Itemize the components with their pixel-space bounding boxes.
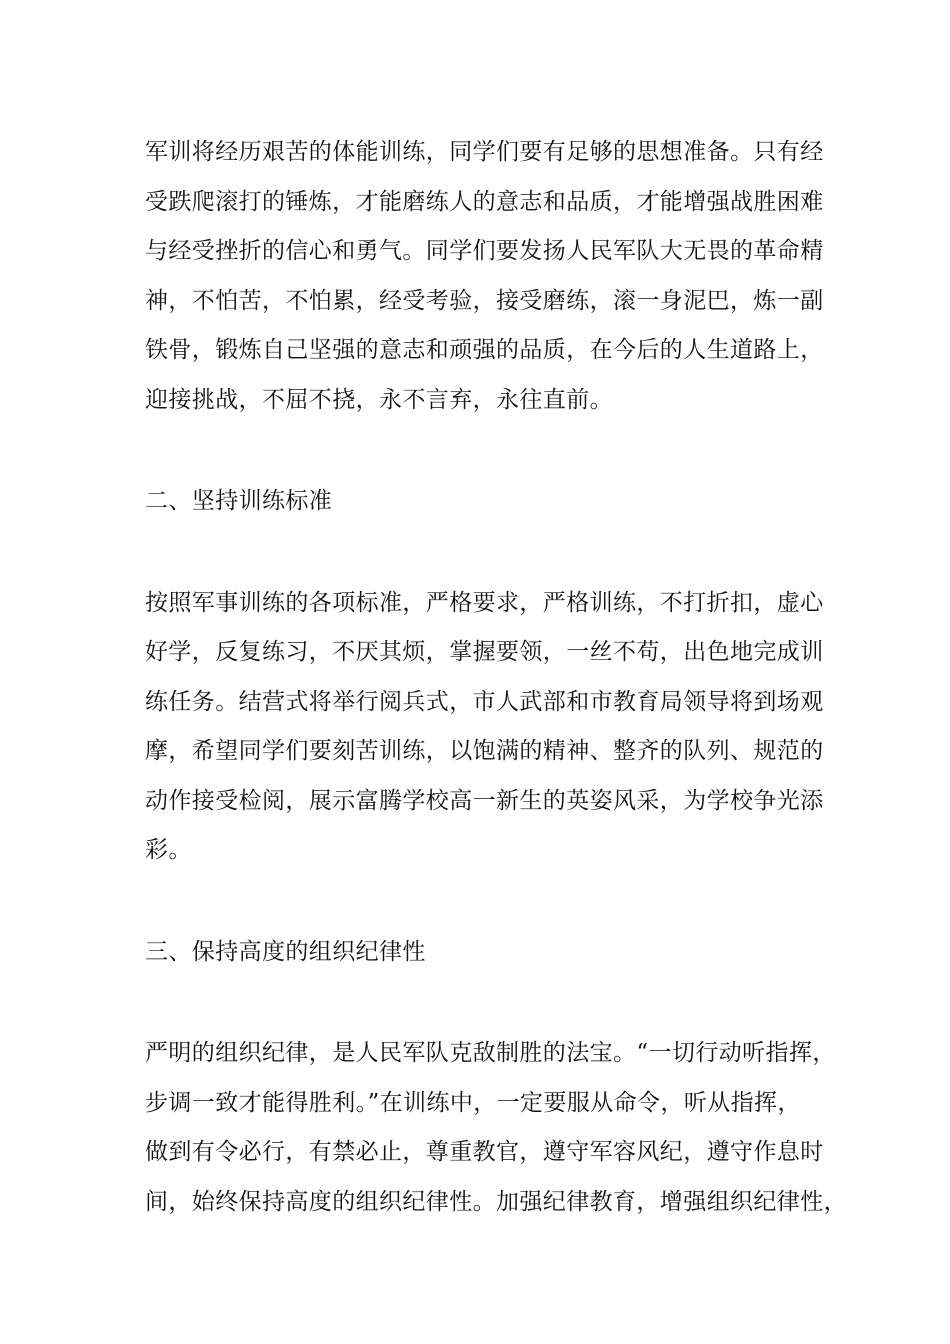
paragraph-line: 练任务。结营式将举行阅兵式，市人武部和市教育局领导将到场观 (145, 688, 824, 715)
paragraph-line: 好学，反复练习，不厌其烦，掌握要领，一丝不苟，出色地完成训 (145, 639, 824, 665)
paragraph-line: 摩，希望同学们要刻苦训练，以饱满的精神、整齐的队列、规范的 (145, 738, 824, 764)
paragraph-discipline (145, 1029, 847, 1227)
paragraph-gap (145, 876, 835, 928)
paragraph-line: 与经受挫折的信心和勇气。同学们要发扬人民军队大无畏的革命精 (145, 238, 824, 264)
paragraph-line: 受跌爬滚打的锤炼，才能磨练人的意志和品质，才能增强战胜困难 (145, 188, 824, 215)
paragraph-line: 步调一致才能得胜利。”在训练中，一定要服从命令，听从指挥， (145, 1089, 801, 1116)
section-heading-discipline: 三、保持高度的组织纪律性 (145, 938, 426, 965)
paragraph-line: 迎接挑战，不屈不挠，永不言弃，永往直前。 (145, 386, 613, 413)
paragraph-line: 军训将经历艰苦的体能训练，同学们要有足够的思想准备。只有经 (145, 139, 824, 165)
paragraph-training-standards (145, 579, 835, 876)
paragraph-line: 按照军事训练的各项标准，严格要求，严格训练，不打折扣，虚心 (145, 589, 824, 616)
paragraph-gap (145, 527, 835, 579)
paragraph-line: 做到有令必行，有禁必止，尊重教官，遵守军容风纪，遵守作息时 (145, 1139, 824, 1165)
paragraph-line: 彩。 (145, 837, 192, 863)
document-page (145, 128, 847, 1227)
paragraph-gap (145, 425, 835, 477)
paragraph-line: 铁骨，锻炼自己坚强的意志和顽强的品质，在今后的人生道路上， (145, 337, 824, 363)
paragraph-line: 严明的组织纪律，是人民军队克敌制胜的法宝。“一切行动听指挥， (145, 1040, 836, 1066)
paragraph-line: 神，不怕苦，不怕累，经受考验，接受磨练，滚一身泥巴，炼一副 (145, 287, 824, 314)
paragraph-gap (145, 977, 835, 1029)
section-heading-training-standards: 二、坚持训练标准 (145, 488, 333, 514)
paragraph-line: 动作接受检阅，展示富腾学校高一新生的英姿风采，为学校争光添 (145, 787, 824, 814)
paragraph-training-hardship (145, 128, 835, 425)
paragraph-line: 间，始终保持高度的组织纪律性。加强纪律教育，增强组织纪律性， (145, 1188, 847, 1215)
